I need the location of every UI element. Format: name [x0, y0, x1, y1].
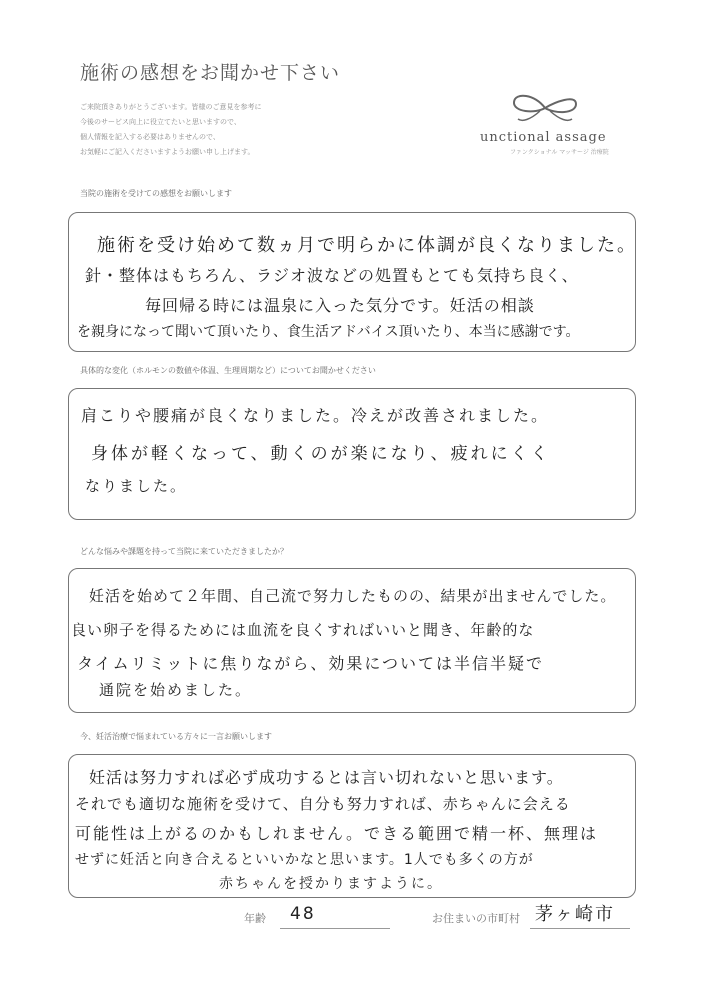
section-2-prompt: 具体的な変化（ホルモンの数値や体温、生理周期など）についてお聞かせください	[80, 366, 376, 375]
answer-line: を親身になって聞いて頂いたり、食生活アドバイス頂いたり、本当に感謝です。	[77, 324, 580, 340]
intro-line: お気軽にご記入くださいますようお願い申し上げます。	[80, 148, 255, 156]
logo-subtitle: ファンクショナル マッサージ 治療院	[510, 149, 609, 156]
answer-line: 妊活は努力すれば必ず成功するとは言い切れないと思います。	[89, 768, 564, 787]
answer-line: なりました。	[85, 477, 188, 495]
answer-line: タイムリミットに焦りながら、効果については半信半疑で	[77, 654, 545, 673]
answer-line: 可能性は上がるのかもしれません。できる範囲で精一杯、無理は	[75, 824, 598, 843]
logo-wordmark: unctional assage	[480, 130, 607, 145]
answer-line: 施術を受け始めて数ヵ月で明らかに体調が良くなりました。	[97, 235, 637, 256]
answer-line: 身体が軽くなって、動くのが楽になり、疲れにくく	[91, 444, 551, 464]
intro-line: 個人情報を記入する必要はありませんので、	[80, 133, 220, 141]
section-4-answer-box	[68, 754, 636, 898]
answer-line: 通院を始めました。	[99, 681, 253, 699]
section-1-prompt: 当院の施術を受けての感想をお願いします	[80, 189, 232, 198]
answer-line: せずに妊活と向き合えるといいかなと思います。1人でも多くの方が	[75, 852, 534, 868]
answer-line: 針・整体はもちろん、ラジオ波などの処置もとても気持ち良く、	[85, 266, 579, 285]
answer-line: 毎回帰る時には温泉に入った気分です。妊活の相談	[145, 296, 535, 315]
answer-line: 良い卵子を得るためには血流を良くすればいいと聞き、年齢的な	[71, 621, 535, 639]
intro-text	[80, 100, 410, 160]
answer-line: 肩こりや腰痛が良くなりました。冷えが改善されました。	[81, 406, 550, 425]
answer-line: それでも適切な施術を受けて、自分も努力すれば、赤ちゃんに会える	[75, 795, 571, 813]
infinity-logo-icon	[500, 86, 590, 126]
section-4-prompt: 今、妊活治療で悩まれている方々に一言お願いします	[80, 732, 272, 741]
residence-value: 茅ヶ崎市	[535, 904, 615, 925]
intro-line: 今後のサービス向上に役立てたいと思いますので、	[80, 118, 241, 126]
intro-line: ご来院頂きありがとうございます。皆様のご意見を参考に	[80, 103, 262, 111]
clinic-logo	[480, 86, 620, 156]
age-underline	[280, 928, 390, 929]
section-3-answer-box	[68, 568, 636, 713]
answer-line: 赤ちゃんを授かりますように。	[219, 876, 443, 892]
page-title: 施術の感想をお聞かせ下さい	[80, 62, 341, 84]
section-3-prompt: どんな悩みや課題を持って当院に来ていただきましたか？	[80, 547, 288, 556]
residence-label: お住まいの市町村	[432, 912, 520, 925]
section-2-answer-box	[68, 388, 636, 520]
section-1-answer-box	[68, 212, 636, 352]
age-value: 48	[290, 904, 316, 924]
answer-line: 妊活を始めて２年間、自己流で努力したものの、結果が出ませんでした。	[89, 587, 617, 605]
residence-underline	[530, 928, 630, 929]
age-label: 年齢	[244, 912, 266, 925]
